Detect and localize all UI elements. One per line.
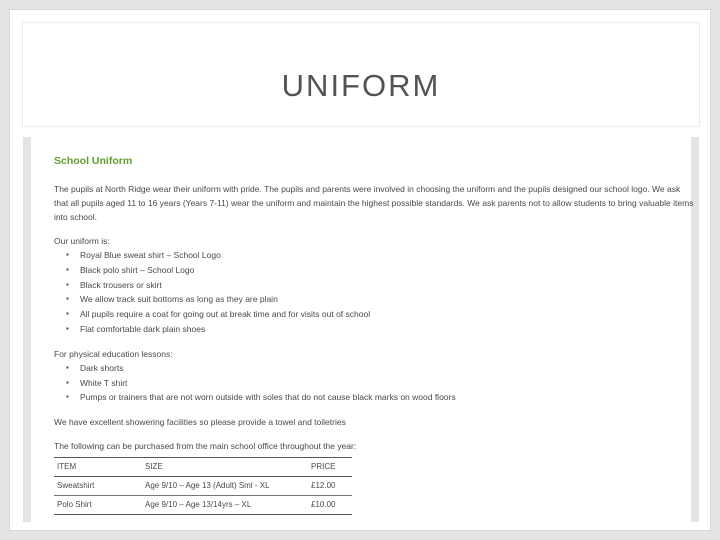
document: [54, 154, 694, 515]
column-header-item: ITEM: [54, 458, 142, 477]
document-heading: School Uniform: [54, 155, 133, 167]
uniform-list: [66, 248, 694, 337]
title-band: [23, 23, 699, 126]
uniform-intro: Our uniform is:: [54, 236, 110, 246]
table-row: [54, 477, 352, 496]
list-item: ▪ Royal Blue sweat shirt – School Logo: [66, 248, 694, 263]
slide: [9, 9, 711, 531]
content-image: [23, 137, 699, 522]
price-cell: £12.00: [308, 477, 352, 496]
list-item: ▪ Black polo shirt – School Logo: [66, 263, 694, 278]
list-item: ▪ White T shirt: [66, 376, 694, 391]
item-cell: Polo Shirt: [54, 496, 142, 515]
list-item: ▪ Pumps or trainers that are not worn outside with soles that do not cause black marks on wood floors: [66, 390, 694, 405]
item-cell: Sweatshirt: [54, 477, 142, 496]
list-item: ▪ Black trousers or skirt: [66, 278, 694, 293]
pe-list: [66, 361, 694, 405]
showering-note: We have excellent showering facilities so please provide a towel and toiletries: [54, 417, 346, 428]
column-header-price: PRICE: [308, 458, 352, 477]
price-cell: £10.00: [308, 496, 352, 515]
list-item: ▪ All pupils require a coat for going out at break time and for visits out of school: [66, 307, 694, 322]
intro-paragraph: The pupils at North Ridge wear their uniform with pride. The pupils and parents were involved in choosing the uniform and the pupils designed our school logo. We ask that all pupils aged 11 to 16 years (Years 7-11) wear the uniform and maintain the highest possible standards. We ask parents not to allow students to bring valuable items into school.: [54, 184, 694, 222]
size-cell: Age 9/10 – Age 13 (Adult) Sml - XL: [142, 477, 308, 496]
column-header-size: SIZE: [142, 458, 308, 477]
slide-title: UNIFORM: [281, 68, 441, 103]
table-header-row: [54, 458, 352, 477]
table-row: [54, 496, 352, 515]
list-item: ▪ Dark shorts: [66, 361, 694, 376]
price-table: [54, 457, 352, 515]
purchase-note: The following can be purchased from the main school office throughout the year:: [54, 441, 357, 452]
size-cell: Age 9/10 – Age 13/14yrs – XL: [142, 496, 308, 515]
list-item: ▪ Flat comfortable dark plain shoes: [66, 322, 694, 337]
pe-intro: For physical education lessons:: [54, 348, 173, 359]
list-item: ▪ We allow track suit bottoms as long as they are plain: [66, 292, 694, 307]
